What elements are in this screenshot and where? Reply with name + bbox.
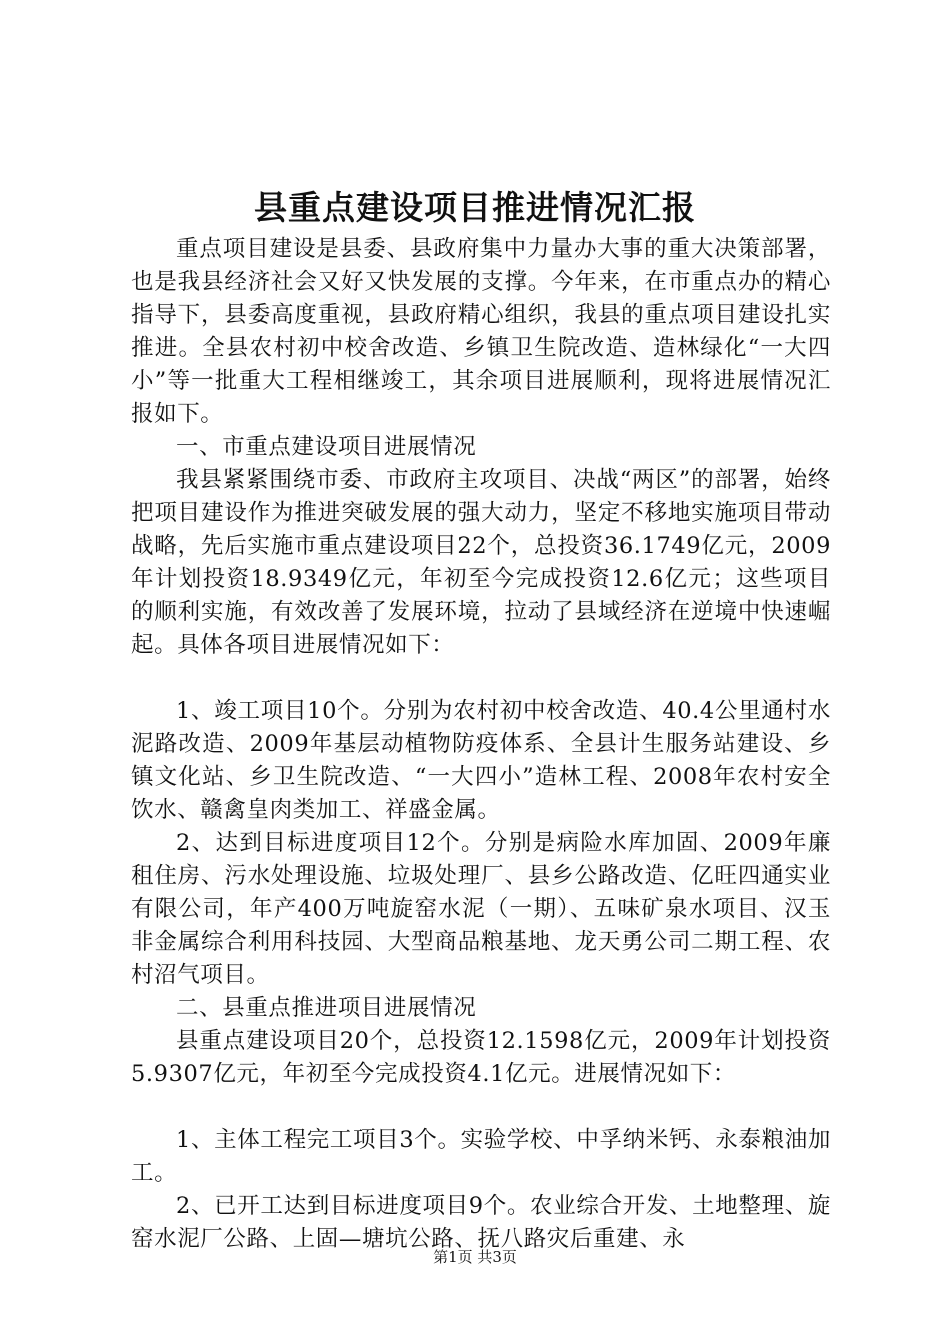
paragraph-county-projects: 县重点建设项目20个，总投资12.1598亿元，2009年计划投资5.9307亿元，年初至今完成投资4.1亿元。进展情况如下： <box>131 1028 831 1087</box>
document-title: 县重点建设项目推进情况汇报 <box>254 188 696 227</box>
paragraph-on-target-projects: 2、达到目标进度项目12个。分别是病险水库加固、2009年廉租住房、污水处理设施、垃圾处理厂、县乡公路改造、亿旺四通实业有限公司，年产400万吨旋窑水泥（一期）、五味矿泉水项目、汉玉非金属综合利用科技园、大型商品粮基地、龙天勇公司二期工程、农村沼气项目。 <box>131 830 831 988</box>
paragraph-completed-projects: 1、竣工项目10个。分别为农村初中校舍改造、40.4公里通村水泥路改造、2009年基层动植物防疫体系、全县计生服务站建设、乡镇文化站、乡卫生院改造、“一大四小”造林工程、2008年农村安全饮水、赣禽皇肉类加工、祥盛金属。 <box>131 698 831 823</box>
document-body <box>131 233 831 1256</box>
page-footer: 第1页 共3页 <box>433 1248 517 1266</box>
paragraph-city-projects: 我县紧紧围绕市委、市政府主攻项目、决战“两区”的部署，始终把项目建设作为推进突破发展的强大动力，坚定不移地实施项目带动战略，先后实施市重点建设项目22个，总投资36.1749亿元，2009年计划投资18.9349亿元，年初至今完成投资12.6亿元；这些项目的顺利实施，有效改善了发展环境，拉动了县域经济在逆境中快速崛起。具体各项目进展情况如下： <box>131 467 831 658</box>
paragraph-intro: 重点项目建设是县委、县政府集中力量办大事的重大决策部署，也是我县经济社会又好又快发展的支撑。今年来，在市重点办的精心指导下，县委高度重视，县政府精心组织，我县的重点项目建设扎实推进。全县农村初中校舍改造、乡镇卫生院改造、造林绿化“一大四小”等一批重大工程相继竣工，其余项目进展顺利，现将进展情况汇报如下。 <box>131 236 831 427</box>
section-heading-2: 二、县重点推进项目进展情况 <box>176 995 477 1021</box>
section-heading-1: 一、市重点建设项目进展情况 <box>176 434 477 460</box>
paragraph-started-projects: 2、已开工达到目标进度项目9个。农业综合开发、土地整理、旋窑水泥厂公路、上固—塘坑公路、抚八路灾后重建、永 <box>131 1193 831 1252</box>
paragraph-main-works-completed: 1、主体工程完工项目3个。实验学校、中孚纳米钙、永泰粮油加工。 <box>131 1127 831 1186</box>
